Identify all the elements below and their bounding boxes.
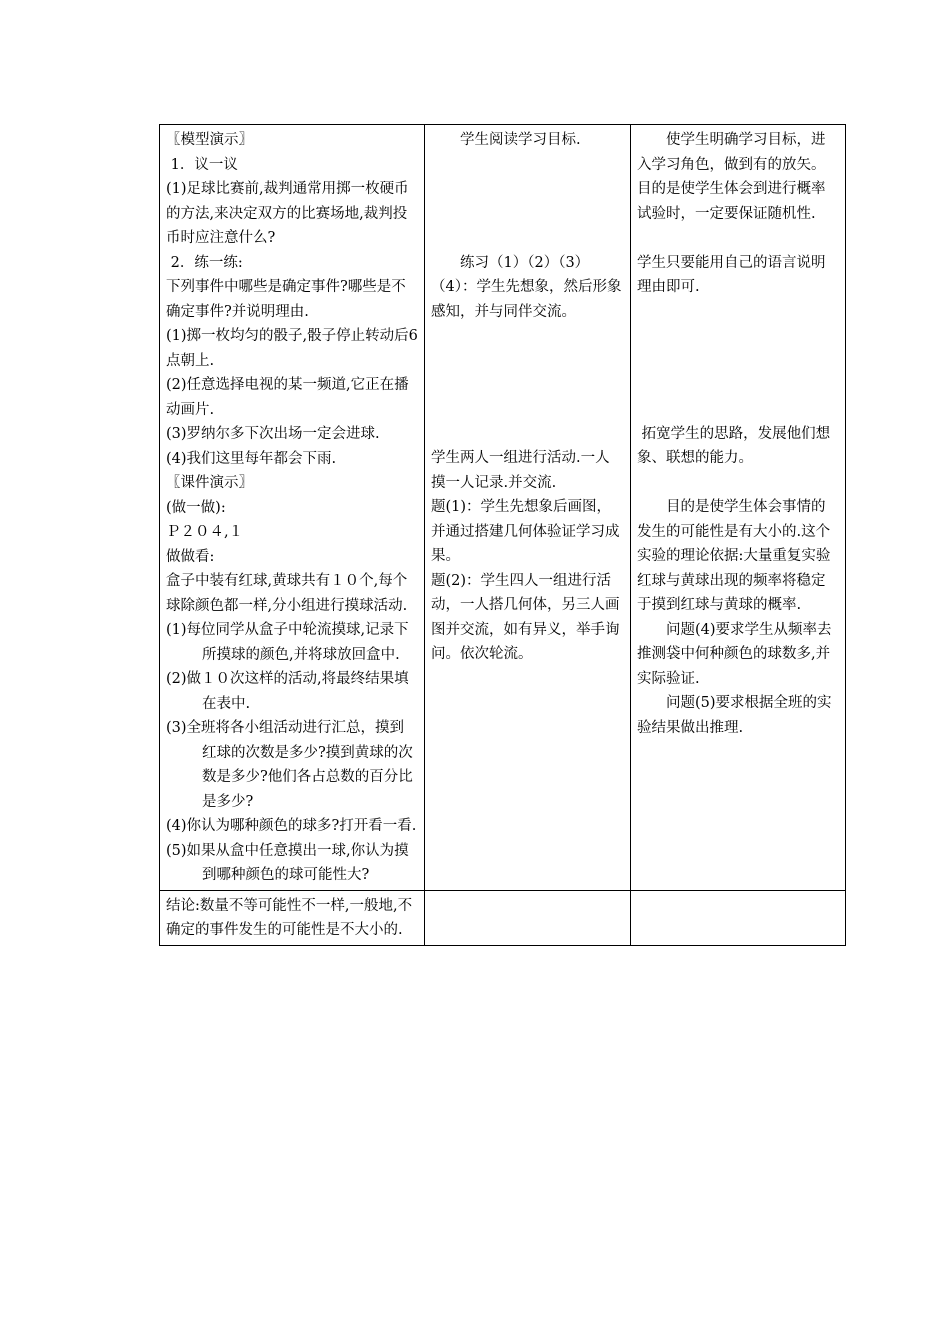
subsection-heading: 做做看: bbox=[166, 548, 215, 565]
conclusion-cell bbox=[160, 890, 425, 945]
spacer bbox=[431, 202, 624, 227]
list-item: (4)我们这里每年都会下雨. bbox=[166, 450, 337, 467]
paragraph: 题(2)：学生四人一组进行活动，一人搭几何体，另三人画图并交流，如有异义，举手询问。依次轮流。 bbox=[431, 572, 620, 662]
paragraph: 拓宽学生的思路，发展他们想象、联想的能力。 bbox=[637, 425, 831, 466]
paragraph: (1)足球比赛前,裁判通常用掷一枚硬币的方法,来决定双方的比赛场地,裁判投币时应注意什么? bbox=[166, 181, 409, 246]
paragraph: 练习（1）（2）（3）（4）：学生先想象，然后形象感知，并与同伴交流。 bbox=[431, 254, 622, 320]
lesson-plan-table bbox=[159, 124, 846, 946]
spacer bbox=[637, 300, 839, 422]
section-heading: 〖模型演示〗 bbox=[166, 132, 253, 148]
paragraph: 问题(5)要求根据全班的实验结果做出推理. bbox=[637, 695, 832, 736]
list-item: (3)罗纳尔多下次出场一定会进球. bbox=[166, 426, 380, 442]
empty-cell bbox=[631, 890, 846, 945]
activity-column-cell bbox=[160, 125, 425, 891]
spacer bbox=[431, 226, 624, 251]
paragraph: 问题(4)要求学生从频率去推测袋中何种颜色的球数多,并实际验证. bbox=[637, 621, 832, 687]
design-intent-cell bbox=[631, 125, 846, 891]
student-activity-cell bbox=[425, 125, 631, 891]
paragraph: 下列事件中哪些是确定事件?哪些是不确定事件?并说明理由. bbox=[166, 279, 406, 320]
list-item: (3)全班将各小组活动进行汇总，摸到红球的次数是多少?摸到黄球的次数是多少?他们各占总数的百分比是多少? bbox=[166, 720, 413, 810]
table-row bbox=[160, 890, 846, 945]
paragraph: 使学生明确学习目标，进入学习角色，做到有的放矢。 bbox=[637, 132, 826, 173]
subsection-heading: 2．练一练: bbox=[166, 254, 243, 271]
spacer bbox=[431, 177, 624, 202]
spacer bbox=[637, 226, 839, 251]
list-item: (2)做１０次这样的活动,将最终结果填在表中. bbox=[166, 671, 409, 712]
subsection-heading: 1．议一议 bbox=[166, 156, 238, 173]
page-reference: Ｐ２０４,１ bbox=[166, 524, 244, 540]
list-item: (1)掷一枚均匀的骰子,骰子停止转动后6点朝上. bbox=[166, 328, 418, 369]
paragraph: 学生两人一组进行活动.一人摸一人记录.并交流. bbox=[431, 450, 610, 491]
paragraph: 学生阅读学习目标. bbox=[431, 132, 581, 148]
table-row bbox=[160, 125, 846, 891]
spacer bbox=[637, 471, 839, 496]
empty-cell bbox=[425, 890, 631, 945]
subsection-heading: (做一做): bbox=[166, 499, 226, 516]
list-item: (1)每位同学从盒子中轮流摸球,记录下所摸球的颜色,并将球放回盒中. bbox=[166, 622, 409, 663]
section-heading: 〖课件演示〗 bbox=[166, 475, 253, 491]
spacer bbox=[431, 153, 624, 178]
paragraph: 目的是使学生体会到进行概率试验时，一定要保证随机性. bbox=[637, 181, 826, 222]
conclusion-text: 结论:数量不等可能性不一样,一般地,不确定的事件发生的可能性是不大小的. bbox=[166, 897, 413, 938]
list-item: (2)任意选择电视的某一频道,它正在播动画片. bbox=[166, 377, 409, 418]
spacer bbox=[431, 324, 624, 446]
paragraph: 学生只要能用自己的语言说明理由即可. bbox=[637, 254, 826, 295]
paragraph: 题(1)：学生先想象后画图，并通过搭建几何体验证学习成果。 bbox=[431, 499, 620, 564]
paragraph: 盒子中装有红球,黄球共有１０个,每个球除颜色都一样,分小组进行摸球活动. bbox=[166, 573, 408, 614]
paragraph: 目的是使学生体会事情的发生的可能性是有大小的.这个实验的理论依据:大量重复实验红球与黄球出现的频率将稳定于摸到红球与黄球的概率. bbox=[637, 499, 831, 613]
list-item: (4)你认为哪种颜色的球多?打开看一看. bbox=[166, 818, 417, 834]
list-item: (5)如果从盒中任意摸出一球,你认为摸到哪种颜色的球可能性大? bbox=[166, 842, 409, 883]
